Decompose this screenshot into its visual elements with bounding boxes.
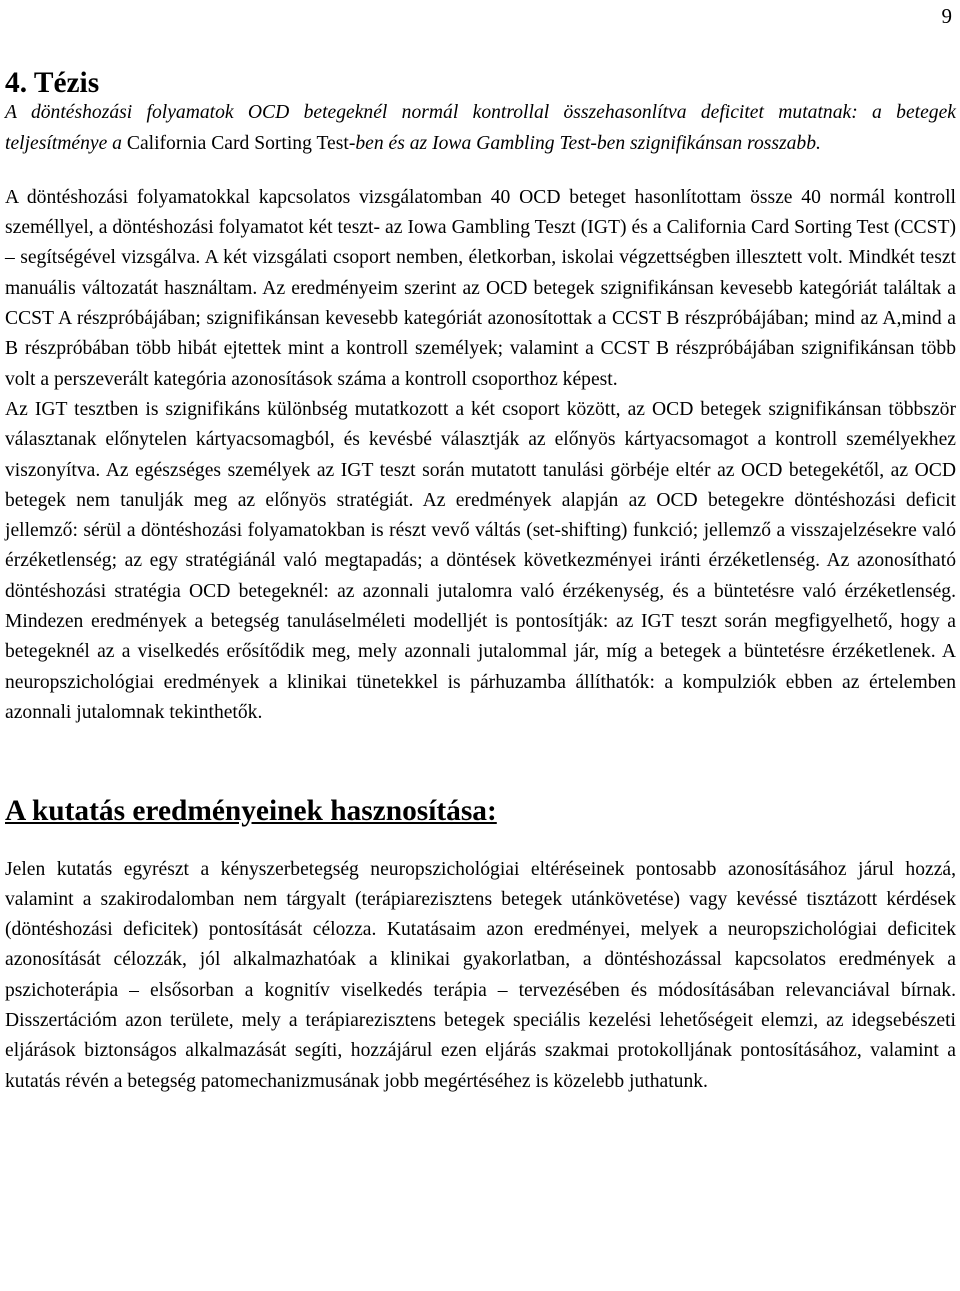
thesis-heading: 4. Tézis bbox=[5, 67, 100, 99]
utilization-paragraph: Jelen kutatás egyrészt a kényszerbetegség neuropszichológiai eltéréseinek pontosabb azonosításához járul hozzá, valamint a szakirodalomban nem tárgyalt (terápiarezisztens betegek utánkövetése) vagy kevéssé tisztázott kérdések (döntéshozási deficitek) pontosítását célozza. Kutatásaim azon eredményei, melyek a neuropszichológiai deficitek azonosítását célozzák, jól alkalmazhatóak a klinikai gyakorlatban, a döntéshozással kapcsolatos eredmények a pszichoterápia – elsősorban a kognitív viselkedés terápia – tervezésében és módosításában relevanciával bírnak. Disszertációm azon területe, mely a terápiarezisztens betegek speciális kezelési lehetőségeit elemzi, az idegsebészeti eljárások biztonságos alkalmazását segíti, hozzájárul ezen eljárás szakmai protokolljának pontosításához, valamint a kutatás révén a betegség patomechanizmusának jobb megértéséhez is közelebb juthatunk. bbox=[5, 858, 956, 1092]
thesis-statement bbox=[5, 98, 956, 159]
thesis-statement-part1: A döntéshozási folyamatok OCD betegeknél normál kontrollal összehasonlítva deficitet mutatnak: a betegek teljesítménye a bbox=[5, 102, 956, 154]
thesis-paragraph-2: Az IGT tesztben is szignifikáns különbség mutatkozott a két csoport között, az OCD betegek szignifikánsan többször választanak előnytelen kártyacsomagból, és kevésbé választják az előnyös kártyacsomagot a kontroll személyekhez viszonyítva. Az egészséges személyek az IGT teszt során mutatott tanulási görbéje eltér az OCD betegekétől, az OCD betegek nem tanulják meg az előnyös stratégiát. Az eredmények alapján az OCD betegekre döntéshozási deficit jellemző: sérül a döntéshozási folyamatokban is részt vevő váltás (set-shifting) funkció; jellemző a visszajelzésekre való érzéketlenség; az egy stratégiánál való megtapadás; a döntések következményei iránti érzéketlenség. Az azonosítható döntéshozási stratégia OCD betegeknél: az azonnali jutalomra való érzékenység, és a büntetésre való érzéketlenség. Mindezen eredmények a betegség tanuláselméleti modelljét is pontosítják: az IGT teszt során megfigyelhető, hogy a betegeknél az a viselkedés erősítődik meg, mely azonnali jutalommal jár, míg a betegek a büntetésre érzéketlenek. A neuropszichológiai eredmények a klinikai tünetekkel is párhuzamba állíthatók: a kompulziók ebben az értelemben azonnali jutalomnak tekinthetők. bbox=[5, 398, 956, 723]
thesis-statement-part3: -ben szignifikánsan rosszabb. bbox=[590, 132, 821, 154]
document-body bbox=[5, 68, 956, 1097]
spacer bbox=[5, 827, 956, 855]
spacer bbox=[5, 159, 956, 183]
thesis-statement-igt: Iowa Gambling Test bbox=[432, 132, 591, 154]
utilization-heading: A kutatás eredményeinek hasznosítása: bbox=[5, 795, 497, 828]
page-number: 9 bbox=[941, 4, 952, 28]
spacer bbox=[5, 728, 956, 796]
thesis-statement-cst: California Card Sorting Test bbox=[126, 132, 349, 154]
thesis-paragraph-1: A döntéshozási folyamatokkal kapcsolatos vizsgálatomban 40 OCD beteget hasonlítottam össze 40 normál kontroll személlyel, a döntéshozási folyamatot két teszt- az Iowa Gambling Teszt (IGT) és a California Card Sorting Test (CCST) – segítségével vizsgálva. A két vizsgálati csoport nemben, életkorban, iskolai végzettségben illesztett volt. Mindkét teszt manuális változatát használtam. Az eredményeim szerint az OCD betegek szignifikánsan kevesebb kategóriát találtak a CCST A részpróbájában; szignifikánsan kevesebb kategóriát azonosítottak a CCST B részpróbájában; mind az A,mind a B részpróbában több hibát ejtettek mint a kontroll személyek; valamint a CCST B részpróbájában szignifikánsan több volt a perszeverált kategória azonosítások száma a kontroll csoporthoz képest. bbox=[5, 186, 956, 390]
thesis-statement-part2: -ben és az bbox=[348, 132, 433, 154]
